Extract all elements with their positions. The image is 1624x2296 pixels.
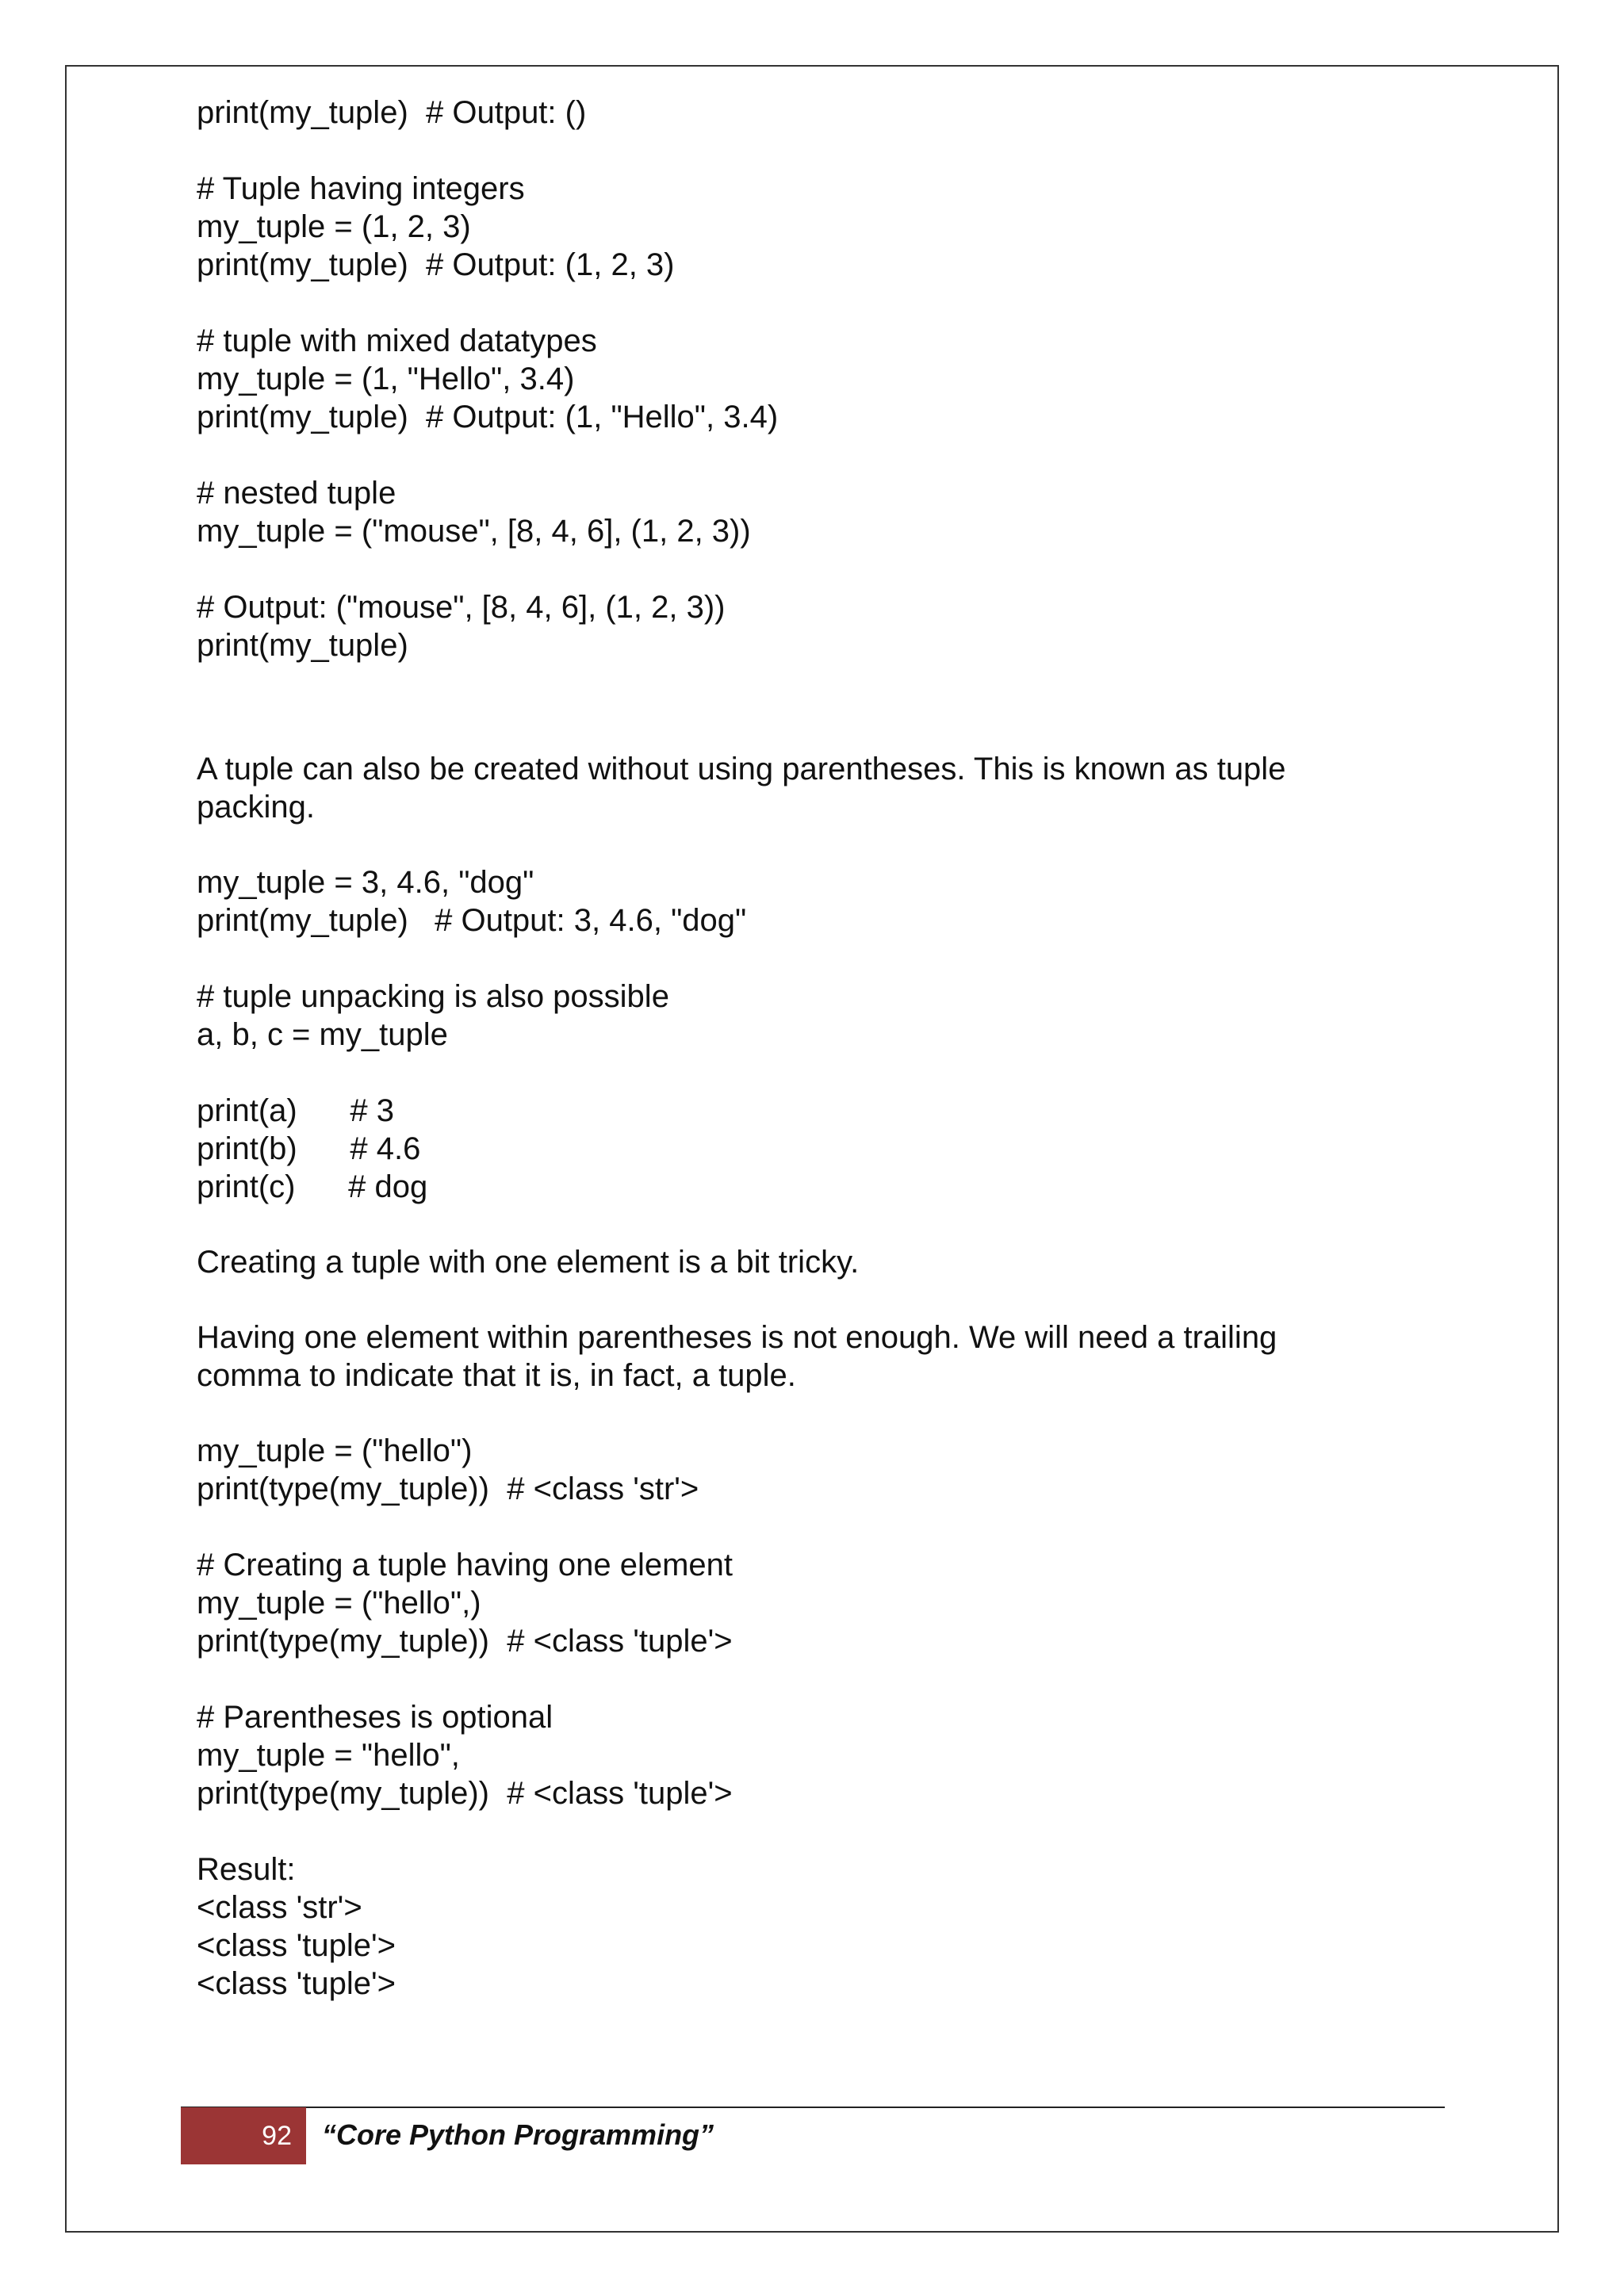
code-line: print(type(my_tuple)) # <class 'tuple'> <box>197 1776 733 1811</box>
code-line: # Parentheses is optional <box>197 1700 553 1735</box>
code-line: a, b, c = my_tuple <box>197 1017 448 1052</box>
code-line: <class 'tuple'> <box>197 1928 396 1963</box>
paragraph-tricky: Creating a tuple with one element is a bit tricky. <box>197 1245 860 1280</box>
code-line <box>197 1660 1465 1698</box>
code-line <box>197 550 1465 588</box>
page-number: 92 <box>262 2120 292 2151</box>
code-line <box>197 436 1465 474</box>
code-line <box>197 1054 1465 1092</box>
code-line: print(b) # 4.6 <box>197 1131 421 1166</box>
code-line: print(my_tuple) # Output: 3, 4.6, "dog" <box>197 903 747 938</box>
code-line: my_tuple = (1, "Hello", 3.4) <box>197 362 575 396</box>
code-line: my_tuple = "hello", <box>197 1738 460 1773</box>
code-line: # Output: ("mouse", [8, 4, 6], (1, 2, 3)) <box>197 590 726 625</box>
code-line: # tuple unpacking is also possible <box>197 979 669 1014</box>
code-line: print(c) # dog <box>197 1169 428 1204</box>
page-number-badge <box>181 2107 306 2164</box>
code-line: print(my_tuple) # Output: () <box>197 95 587 130</box>
code-line <box>197 1508 1465 1546</box>
code-line: # Creating a tuple having one element <box>197 1548 733 1582</box>
code-line: # tuple with mixed datatypes <box>197 323 597 358</box>
footer-rule <box>181 2107 1445 2108</box>
code-block-single-element <box>197 1432 1465 2003</box>
code-line <box>197 132 1465 170</box>
code-line: # nested tuple <box>197 476 396 511</box>
code-line: Result: <box>197 1852 296 1887</box>
code-line: my_tuple = ("hello",) <box>197 1586 481 1621</box>
footer-book-title: “Core Python Programming” <box>322 2118 714 2151</box>
code-line: my_tuple = (1, 2, 3) <box>197 209 471 244</box>
code-line: # Tuple having integers <box>197 171 525 206</box>
paragraph-tuple-packing: A tuple can also be created without using parentheses. This is known as tuple packing. <box>197 752 1286 825</box>
code-block-packing <box>197 863 1465 1206</box>
code-line: <class 'str'> <box>197 1890 362 1925</box>
code-line: print(type(my_tuple)) # <class 'str'> <box>197 1471 699 1506</box>
code-line: my_tuple = ("hello") <box>197 1433 473 1468</box>
code-block-tuple-creation <box>197 94 1465 664</box>
code-line: print(type(my_tuple)) # <class 'tuple'> <box>197 1624 733 1659</box>
code-line: my_tuple = 3, 4.6, "dog" <box>197 865 534 900</box>
page-content <box>197 94 1465 2003</box>
code-line: print(my_tuple) # Output: (1, "Hello", 3.4) <box>197 400 779 434</box>
code-line: <class 'tuple'> <box>197 1966 396 2001</box>
code-line: my_tuple = ("mouse", [8, 4, 6], (1, 2, 3)) <box>197 514 751 549</box>
code-line: print(my_tuple) # Output: (1, 2, 3) <box>197 247 675 282</box>
code-line <box>197 1812 1465 1850</box>
code-line: print(a) # 3 <box>197 1093 394 1128</box>
paragraph-trailing-comma: Having one element within parentheses is not enough. We will need a trailing comma to indicate that it is, in fact, a tuple. <box>197 1320 1277 1393</box>
code-line <box>197 939 1465 978</box>
code-line: print(my_tuple) <box>197 628 408 663</box>
code-line <box>197 284 1465 322</box>
